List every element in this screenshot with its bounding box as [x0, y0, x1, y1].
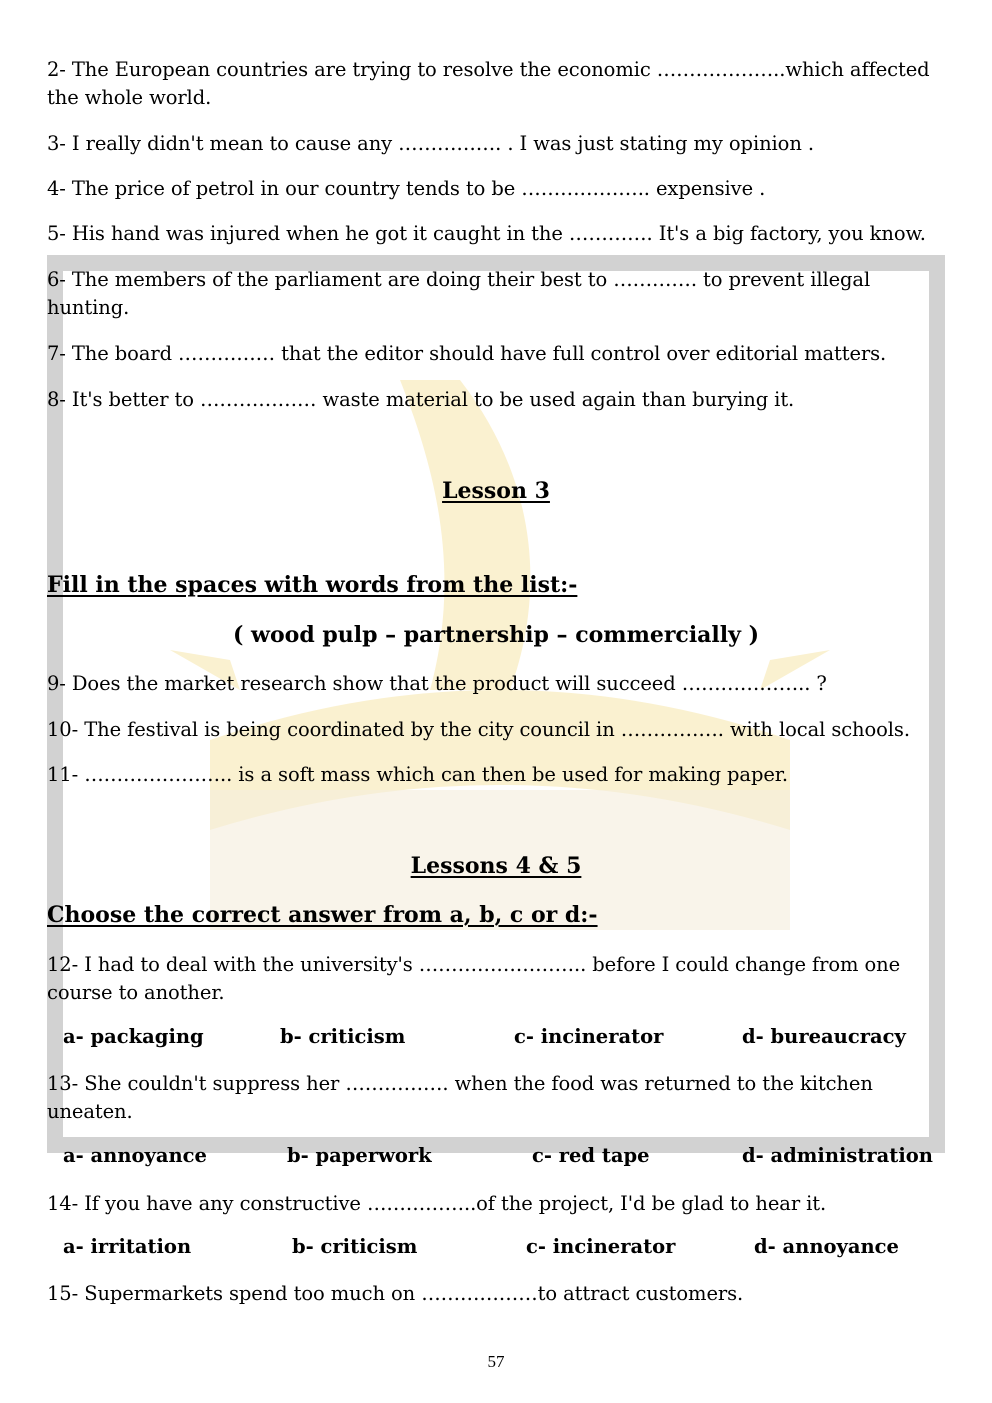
option-c: c- incinerator — [514, 1025, 664, 1048]
lesson-3-instruction: Fill in the spaces with words from the list:- — [47, 572, 578, 598]
question-6: 6- The members of the parliament are doing their best to …………. to prevent illegal hunting. — [47, 268, 871, 319]
option-a: a- packaging — [63, 1025, 204, 1048]
page-number: 57 — [487, 1352, 505, 1371]
option-d: d- bureaucracy — [742, 1025, 906, 1048]
question-4: 4- The price of petrol in our country tends to be ……………….. expensive . — [47, 177, 766, 200]
lesson-3-title: Lesson 3 — [442, 478, 550, 504]
question-3: 3- I really didn't mean to cause any ……………. . I was just stating my opinion . — [47, 132, 814, 155]
option-c: c- red tape — [532, 1144, 650, 1167]
question-9: 9- Does the market research show that the product will succeed ……………….. ? — [47, 672, 827, 695]
option-c: c- incinerator — [526, 1235, 676, 1258]
question-14: 14- If you have any constructive ……………..of the project, I'd be glad to hear it. — [47, 1192, 827, 1215]
option-d: d- administration — [742, 1144, 933, 1167]
question-2: 2- The European countries are trying to resolve the economic ………………..which affected the whole world. — [47, 58, 930, 109]
question-11: 11- ………………….. is a soft mass which can then be used for making paper. — [47, 763, 788, 786]
option-b: b- paperwork — [287, 1144, 432, 1167]
option-b: b- criticism — [280, 1025, 406, 1048]
question-7: 7- The board …………… that the editor should have full control over editorial matters. — [47, 342, 887, 365]
option-b: b- criticism — [292, 1235, 418, 1258]
option-a: a- annoyance — [63, 1144, 207, 1167]
question-8: 8- It's better to ……………… waste material to be used again than burying it. — [47, 388, 795, 411]
question-13: 13- She couldn't suppress her ……………. when the food was returned to the kitchen uneaten. — [47, 1072, 873, 1123]
option-a: a- irritation — [63, 1235, 192, 1258]
question-15: 15- Supermarkets spend too much on ………………to attract customers. — [47, 1282, 744, 1305]
lessons-4-5-title: Lessons 4 & 5 — [410, 853, 582, 879]
option-d: d- annoyance — [754, 1235, 899, 1258]
lessons-4-5-instruction: Choose the correct answer from a, b, c or d:- — [47, 902, 598, 928]
word-list: ( wood pulp – partnership – commercially ) — [232, 622, 760, 648]
question-5: 5- His hand was injured when he got it caught in the …………. It's a big factory, you know. — [47, 222, 926, 245]
question-12: 12- I had to deal with the university's …………………….. before I could change from one course to another. — [47, 953, 901, 1004]
question-10: 10- The festival is being coordinated by the city council in ……………. with local schools. — [47, 718, 910, 741]
